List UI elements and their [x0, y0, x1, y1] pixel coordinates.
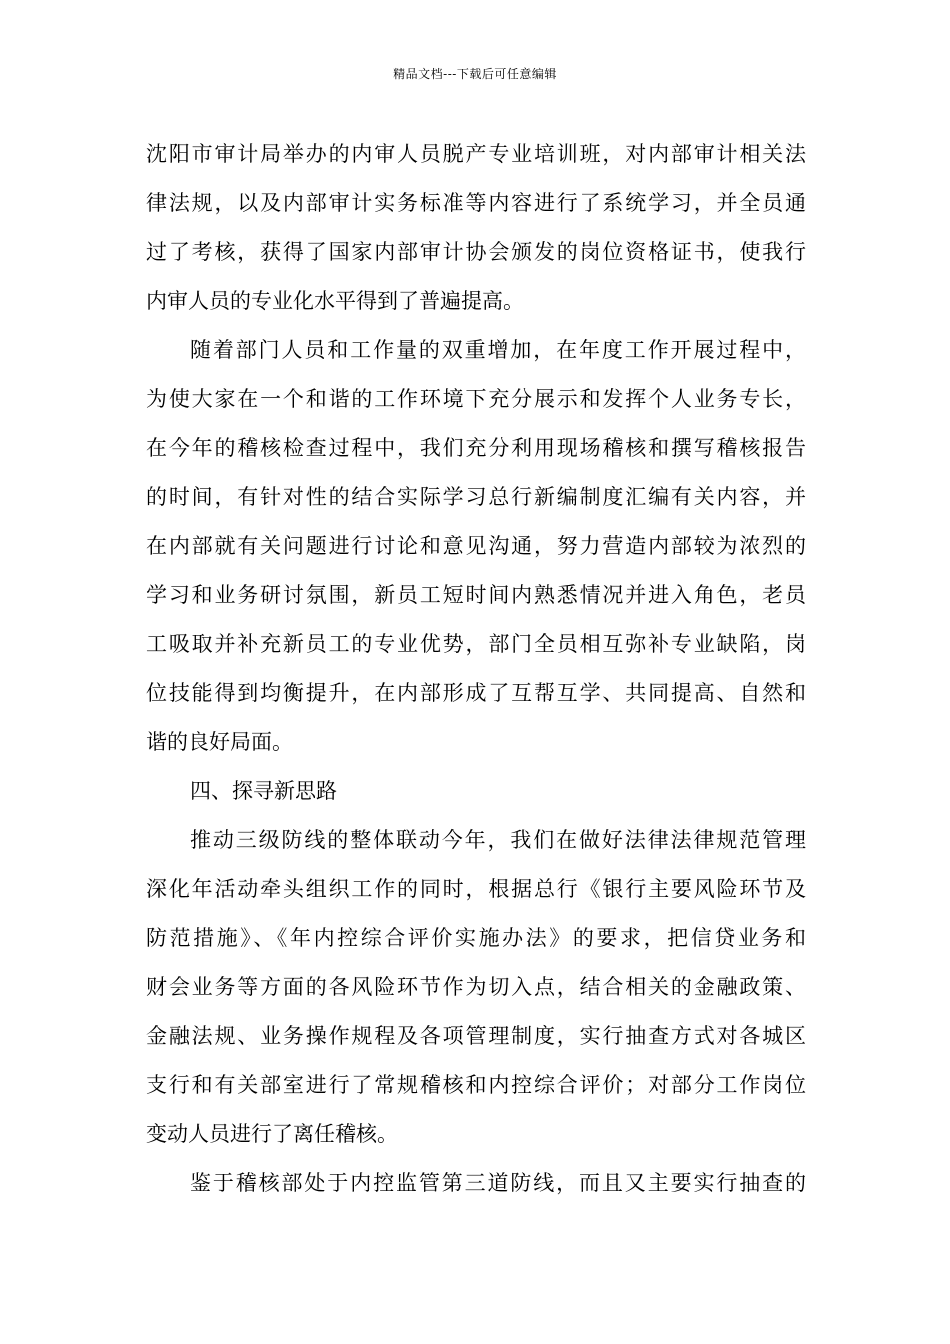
text-line: 工吸取并补充新员工的专业优势，部门全员相互弥补专业缺陷，岗 — [146, 632, 806, 656]
text-line: 的时间，有针对性的结合实际学习总行新编制度汇编有关内容，并 — [146, 485, 806, 509]
text-line: 为使大家在一个和谐的工作环境下充分展示和发挥个人业务专长， — [146, 387, 806, 411]
text-line: 防范措施》、《年内控综合评价实施办法》的要求，把信贷业务和 — [146, 926, 806, 950]
text-line: 鉴于稽核部处于内控监管第三道防线，而且又主要实行抽查的 — [190, 1171, 806, 1195]
text-line: 沈阳市审计局举办的内审人员脱产专业培训班，对内部审计相关法 — [146, 142, 806, 166]
text-line: 财会业务等方面的各风险环节作为切入点，结合相关的金融政策、 — [146, 975, 806, 999]
text-line: 谐的良好局面。 — [146, 730, 293, 754]
text-line: 在今年的稽核检查过程中，我们充分利用现场稽核和撰写稽核报告 — [146, 436, 806, 460]
text-line: 支行和有关部室进行了常规稽核和内控综合评价；对部分工作岗位 — [146, 1073, 806, 1097]
text-line: 随着部门人员和工作量的双重增加，在年度工作开展过程中， — [190, 338, 806, 362]
document-body — [146, 130, 806, 1208]
text-line: 过了考核，获得了国家内部审计协会颁发的岗位资格证书，使我行 — [146, 240, 806, 264]
text-line: 位技能得到均衡提升，在内部形成了互帮互学、共同提高、自然和 — [146, 681, 806, 705]
text-line: 变动人员进行了离任稽核。 — [146, 1122, 398, 1146]
text-line: 律法规，以及内部审计实务标准等内容进行了系统学习，并全员通 — [146, 191, 806, 215]
text-line: 金融法规、业务操作规程及各项管理制度，实行抽查方式对各城区 — [146, 1024, 806, 1048]
text-line: 学习和业务研讨氛围，新员工短时间内熟悉情况并进入角色，老员 — [146, 583, 806, 607]
text-line: 在内部就有关问题进行讨论和意见沟通，努力营造内部较为浓烈的 — [146, 534, 806, 558]
text-line: 内审人员的专业化水平得到了普遍提高。 — [146, 289, 524, 313]
text-line: 推动三级防线的整体联动今年，我们在做好法律法律规范管理 — [190, 828, 806, 852]
text-line: 深化年活动牵头组织工作的同时，根据总行《银行主要风险环节及 — [146, 877, 806, 901]
section-heading: 四、探寻新思路 — [190, 779, 337, 803]
page-header: 精品文档---下载后可任意编辑 — [393, 67, 557, 81]
